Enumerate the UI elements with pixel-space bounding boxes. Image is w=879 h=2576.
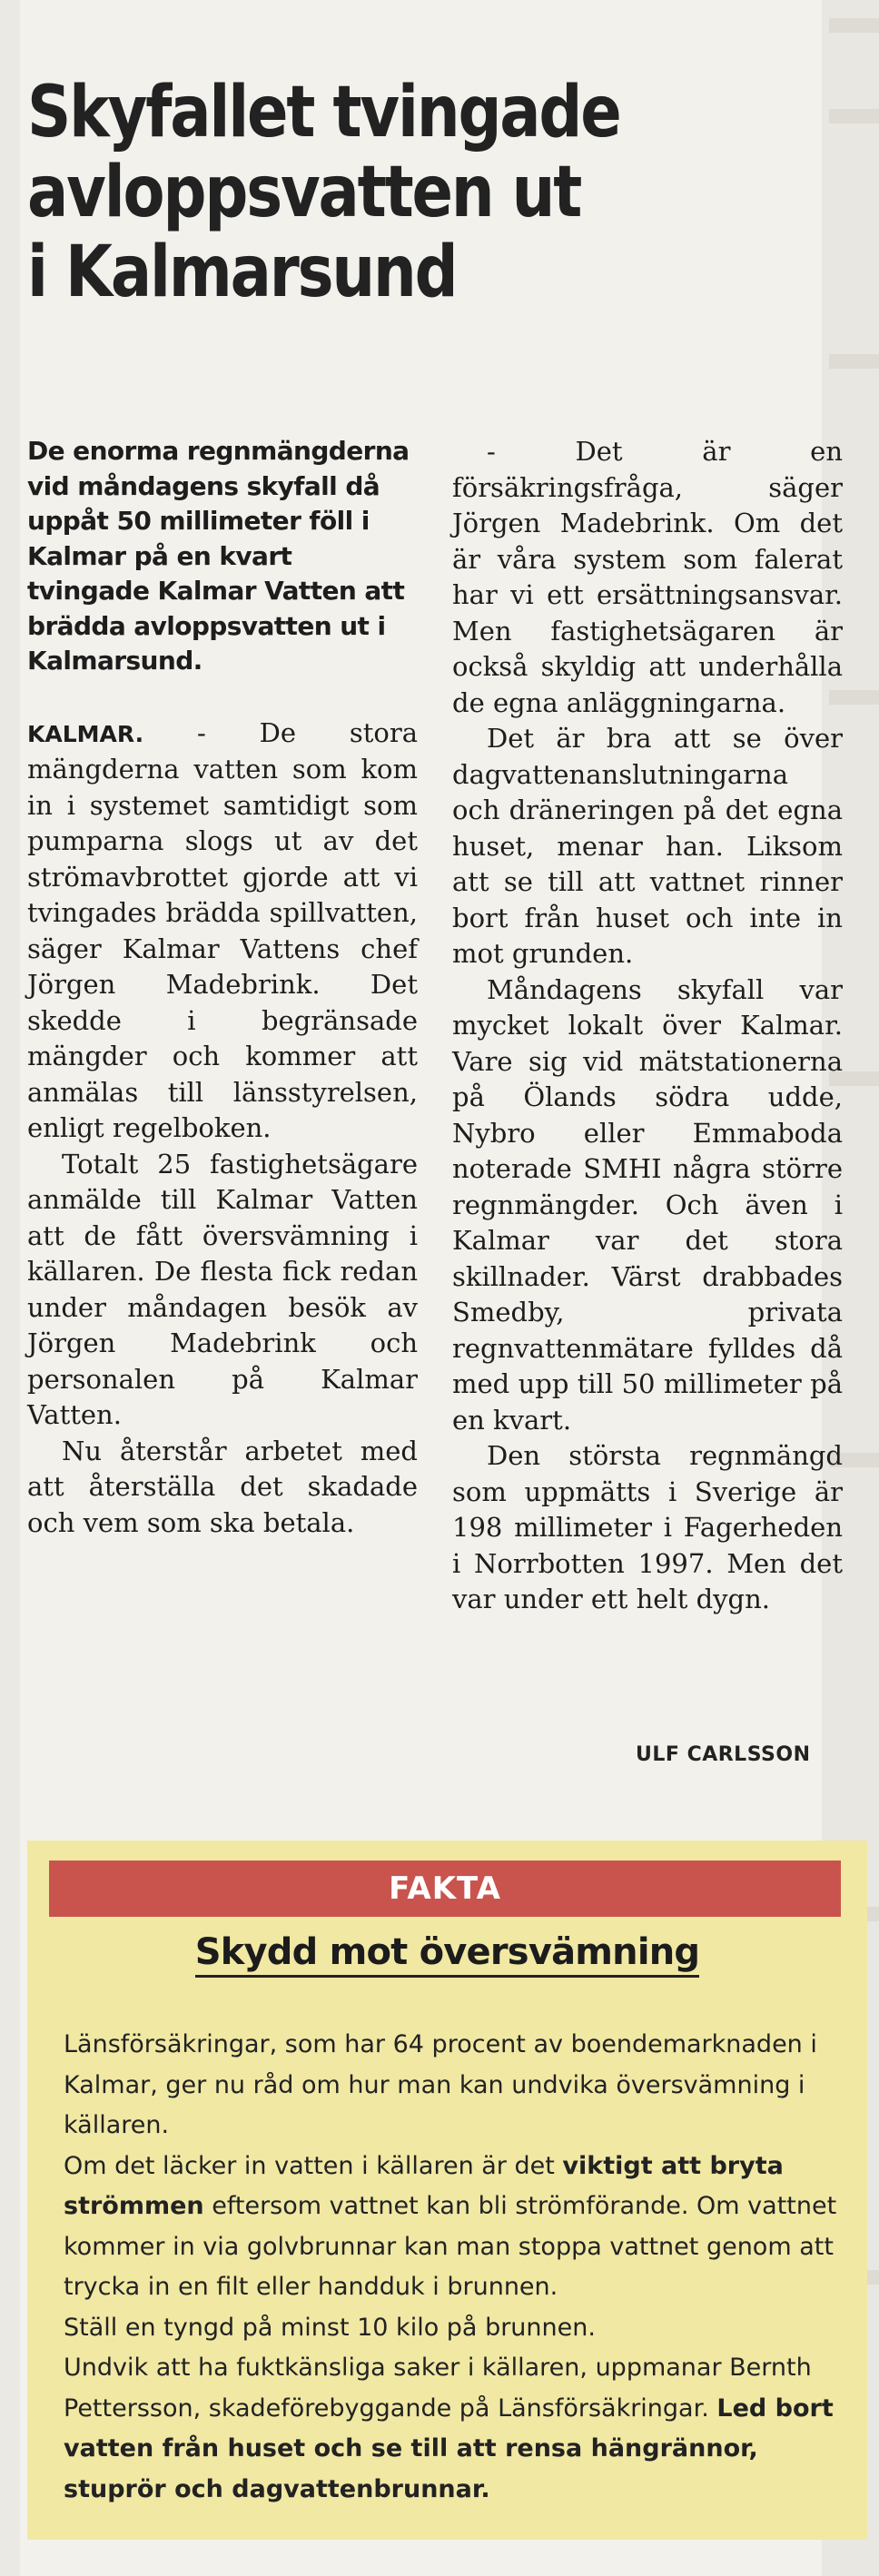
article-paragraph-3: Nu återstår arbetet med att återställa det skadade och vem som ska betala. <box>27 1435 418 1538</box>
author-byline: ULF CARLSSON <box>636 1743 811 1766</box>
fakta-body <box>64 2025 844 2510</box>
article-paragraph-6: Måndagens skyfall var mycket lokalt över Kalmar. Vare sig vid mätstationerna på Ölands södra udde, Nybro eller Emmaboda noterade SMHI några större regnmängder. Och även i Kalmar var det stora skillnader. Värst drabbades Smedby, privata regnvattenmätare fylldes då med upp till 50 millimeter på en kvart. <box>452 973 843 1436</box>
fakta-title <box>27 1931 867 1973</box>
left-page-margin <box>0 0 20 2576</box>
fakta-label: FAKTA <box>49 1860 841 1917</box>
fakta-p2-pre: Om det läcker in vatten i källaren är det <box>64 2151 563 2180</box>
fakta-p4-bold: Led bort vatten från huset och se till att rensa hängrännor, stuprör och dagvattenbrunnar. <box>64 2393 834 2503</box>
fakta-paragraph-4 <box>64 2348 844 2510</box>
article-paragraph-4: - Det är en försäkringsfråga, säger Jörgen Madebrink. Om det är våra system som falerat har vi ett ersättningsansvar. Men fastighetsägaren är också skyldig att underhålla de egna anläggningarna. <box>452 436 843 718</box>
fakta-p2-bold: viktigt att bryta strömmen <box>64 2151 784 2220</box>
article-column-left <box>27 434 418 1541</box>
headline-line-2: avloppsvatten ut <box>27 152 581 234</box>
fakta-paragraph-2 <box>64 2147 844 2308</box>
fakta-title-text: Skydd mot översvämning <box>195 1931 700 1978</box>
fakta-paragraph-3: Ställ en tyngd på minst 10 kilo på brunnen. <box>64 2313 596 2342</box>
article-headline <box>27 73 817 312</box>
article-paragraph-2: Totalt 25 fastighetsägare anmälde till Kalmar Vatten att de fått översvämning i källaren. De flesta fick redan under måndagen besök av Jörgen Madebrink och personalen på Kalmar Vatten. <box>27 1148 418 1430</box>
article-lead: De enorma regnmängderna vid måndagens skyfall då uppåt 50 millimeter föll i Kalmar på en kvart tvingade Kalmar Vatten att brädda avloppsvatten ut i Kalmarsund. <box>27 436 410 676</box>
fakta-p2-post: eftersom vattnet kan bli strömförande. Om vattnet kommer in via golvbrunnar kan man stoppa vattnet genom att trycka in en filt eller handduk i brunnen. <box>64 2192 837 2301</box>
headline-line-3: i Kalmarsund <box>27 232 457 314</box>
fakta-box <box>27 1841 867 2540</box>
article-paragraph-7: Den största regnmängd som uppmätts i Sverige är 198 millimeter i Fagerheden i Norrbotten 1997. Men det var under ett helt dygn. <box>452 1440 843 1614</box>
article-paragraph-1 <box>27 716 418 1147</box>
fakta-paragraph-1: Länsförsäkringar, som har 64 procent av boendemarknaden i Kalmar, ger nu råd om hur man kan undvika översvämning i källaren. <box>64 2030 817 2139</box>
headline-line-1: Skyfallet tvingade <box>27 72 620 154</box>
paragraph-1-text: - De stora mängderna vatten som kom in i systemet samtidigt som pumparna slogs ut av det strömavbrottet gjorde att vi tvingades brädda spillvatten, säger Kalmar Vattens chef Jörgen Madebrink. Det skedde i begränsade mängder och kommer att anmälas till länsstyrelsen, enligt regelboken. <box>27 716 418 1143</box>
article-paragraph-5: Det är bra att se över dagvattenanslutningarna och dräneringen på det egna huset, menar han. Liksom att se till att vattnet rinner bort från huset och inte in mot grunden. <box>452 723 843 969</box>
article-column-right <box>452 434 843 1618</box>
dateline: KALMAR. <box>27 720 144 747</box>
fakta-p4-pre: Undvik att ha fuktkänsliga saker i källaren, uppmanar Bernth Pettersson, skadeförebyggande på Länsförsäkringar. <box>64 2354 812 2423</box>
